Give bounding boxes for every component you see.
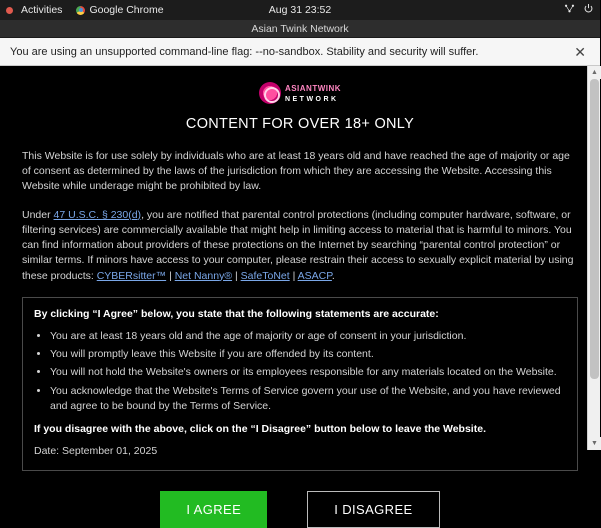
scroll-up-icon[interactable]: ▲ bbox=[588, 66, 601, 79]
netnanny-link[interactable]: Net Nanny® bbox=[174, 269, 233, 282]
agreement-box bbox=[22, 297, 578, 471]
agreement-lead: By clicking “I Agree” below, you state that the following statements are accurate: bbox=[34, 307, 439, 320]
network-icon[interactable] bbox=[564, 3, 575, 17]
sep-2: | bbox=[232, 269, 241, 282]
action-buttons bbox=[22, 491, 578, 528]
disagree-note: If you disagree with the above, click on the “I Disagree” button below to leave the Website. bbox=[34, 423, 486, 436]
window-title: Asian Twink Network bbox=[251, 22, 349, 35]
list-item: • You are at least 18 years old and the age of majority or age of consent in your jurisdiction. bbox=[50, 329, 566, 344]
para2-pre: Under bbox=[22, 208, 54, 221]
infobar-message: You are using an unsupported command-line flag: --no-sandbox. Stability and security will suffer. bbox=[10, 45, 479, 58]
logo-line-1: ASIANTWINK bbox=[284, 83, 342, 93]
chrome-icon bbox=[76, 6, 85, 15]
safetonet-link[interactable]: SafeToNet bbox=[240, 269, 290, 282]
list-item: • You will not hold the Website's owners or its employees responsible for any materials located on the Website. bbox=[50, 365, 566, 380]
page-scrollbar[interactable] bbox=[587, 66, 600, 450]
current-date: Date: September 01, 2025 bbox=[34, 445, 158, 458]
agreement-bullet-list bbox=[34, 329, 566, 414]
agree-button[interactable]: I AGREE bbox=[160, 491, 267, 528]
close-icon[interactable]: ✕ bbox=[574, 43, 586, 60]
sep-3: | bbox=[289, 269, 298, 282]
parental-controls-paragraph bbox=[22, 208, 578, 284]
list-item: • You acknowledge that the Website's Terms of Service govern your use of the Website, and you have reviewed and agree to be bound by the Terms of Service. bbox=[50, 384, 566, 414]
clock: Aug 31 23:52 bbox=[268, 4, 332, 16]
window-title-bar bbox=[0, 20, 600, 38]
disagree-button[interactable]: I DISAGREE bbox=[307, 491, 439, 528]
activities-label: Activities bbox=[21, 4, 63, 16]
site-logo bbox=[22, 80, 578, 106]
chrome-label: Google Chrome bbox=[89, 4, 164, 16]
para2-post: , you are notified that parental control protections (including computer hardware, software, or filtering services) are commercially available that might help in limiting access to material that is harmful to minors. You can find information about providers of these protections on the Internet by searching “parental control protection” or similar terms. If minors have access to your computer, please restrain their access to sexually explicit material by using these products: bbox=[22, 208, 574, 282]
chrome-window-button[interactable] bbox=[76, 4, 163, 16]
cybersitter-link[interactable]: CYBERsitter™ bbox=[96, 269, 167, 282]
logo-mark-icon bbox=[259, 82, 281, 104]
page-title: CONTENT FOR OVER 18+ ONLY bbox=[185, 116, 415, 132]
logo-line-2: NETWORK bbox=[284, 96, 339, 103]
sep-end: . bbox=[331, 269, 335, 282]
record-indicator-icon bbox=[6, 7, 13, 14]
system-top-bar bbox=[0, 0, 600, 20]
power-icon[interactable] bbox=[583, 3, 594, 17]
chrome-infobar bbox=[0, 38, 600, 66]
asacp-link[interactable]: ASACP bbox=[297, 269, 332, 282]
list-item: • You will promptly leave this Website if you are offended by its content. bbox=[50, 347, 566, 362]
scrollbar-thumb[interactable] bbox=[590, 79, 599, 379]
age-statement-paragraph: This Website is for use solely by individuals who are at least 18 years old and have reached the age of majority or age of consent as determined by the laws of the jurisdiction from which they are accessing the Website. Accessing this Website while underage might be prohibited by law. bbox=[22, 150, 570, 193]
sep-1: | bbox=[166, 269, 175, 282]
scroll-down-icon[interactable]: ▼ bbox=[588, 437, 601, 450]
page-content bbox=[0, 66, 600, 517]
activities-button[interactable] bbox=[6, 4, 62, 16]
usc-link[interactable]: 47 U.S.C. § 230(d) bbox=[53, 208, 142, 221]
